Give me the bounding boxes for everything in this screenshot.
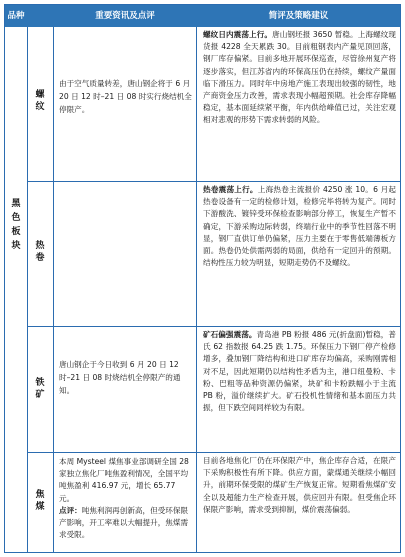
header-news: 重要资讯及点评 [95, 11, 155, 21]
comment-rebar: 螺纹日内震荡上行。唐山钢坯报 3650 暂稳。上海螺纹现货报 4228 全天累跌 30。目前粗钢表内产量见顶回落，钢厂库存偏紧。目前多地开展环保巡查，尽管徐州复产将逐步落实，但江苏省内的环保高压仍在持续，螺纹产量面临下滑压力。同时年中房地产施工表现出较强的韧性，地产商资金压力改善，需求表现小幅超预期。社会库存降幅稳定，基本面延续紧平衡，年内供给峰值已过，关注宏观相对悲观的形势下需求转弱的风险。 [203, 30, 397, 125]
comment-coking-coal: 目前各地焦化厂仍在环保限产中，焦企库存合适，在限产下采购积极性有所下降。供应方面，蒙煤通关继续小幅回升，前期环保受限的煤矿生产恢复正常。短期看焦煤矿安全以及超能力生产检查开展，供应回升有限。但受焦企环保限产影响，需求受到抑制，煤价震荡偏弱。 [203, 456, 396, 514]
header-comment: 简评及策略建议 [268, 11, 329, 21]
comment-iron-ore: 矿石偏强震荡。青岛港 PB 粉报 486 元(折盘面)暂稳，普氏 62 指数报 64.25 跌 1.75。环保压力下钢厂停产检修增多，叠加钢厂降结构和进口矿库存均偏高，采购刚需相对不足，因此短期仍以结构性矛盾为主，港口纽曼粉、卡粉、巴粗等品种资源仍偏紧，块矿和卡粉跌幅小于主流 PB 粉，溢价继续扩大。矿石投机性情绪和基本面压力共振，但下跌空间同样较为有限。 [203, 330, 396, 413]
strategy-table [4, 4, 401, 553]
news-coking-coal: 本周 Mysteel 煤焦事业部调研全国 28 家独立焦化厂吨焦盈利情况，全国平均吨焦盈利 416.97 元，增长 65.77 元。 点评：吨焦利润再创新高，但受环保限产影响，开工率难以大幅提升，焦煤需求受限。 [59, 457, 189, 540]
category-label: 黑色板块 [11, 199, 21, 251]
comment-hot-coil: 热卷震荡上行。上海热卷主流报价 4250 涨 10。6 月起热卷设备有一定的检修计划，检修完毕将转为复产。同时下游酸洗、镀锌受环保检查影响部分停工，恢复生产暂不确定，下游采购边际转弱，终端行业中的季节性回落不明显，钢厂直供订单仍偏紧，压力主要在于零售低端薄板方面。热卷仍处供需两弱的局面，供给有一定回升的预期。结构性压力较为明显，短期走势仍不及螺纹。 [203, 185, 396, 268]
product-iron-ore: 铁矿 [35, 378, 45, 400]
product-coking-coal: 焦煤 [35, 490, 45, 512]
news-iron-ore: 唐山钢企于今日收到 6 月 20 日 12 时–21 日 08 时烧结机全停限产的通知。 [59, 360, 181, 395]
table-header [5, 5, 400, 27]
product-hot-coil: 热卷 [35, 241, 45, 263]
product-rebar: 螺纹 [35, 90, 45, 112]
news-rebar: 由于空气质量转差，唐山钢企将于 6 月 20 日 12 时–21 日 08 时实行烧结机全停限产。 [59, 79, 192, 114]
header-category: 品种 [7, 11, 25, 21]
